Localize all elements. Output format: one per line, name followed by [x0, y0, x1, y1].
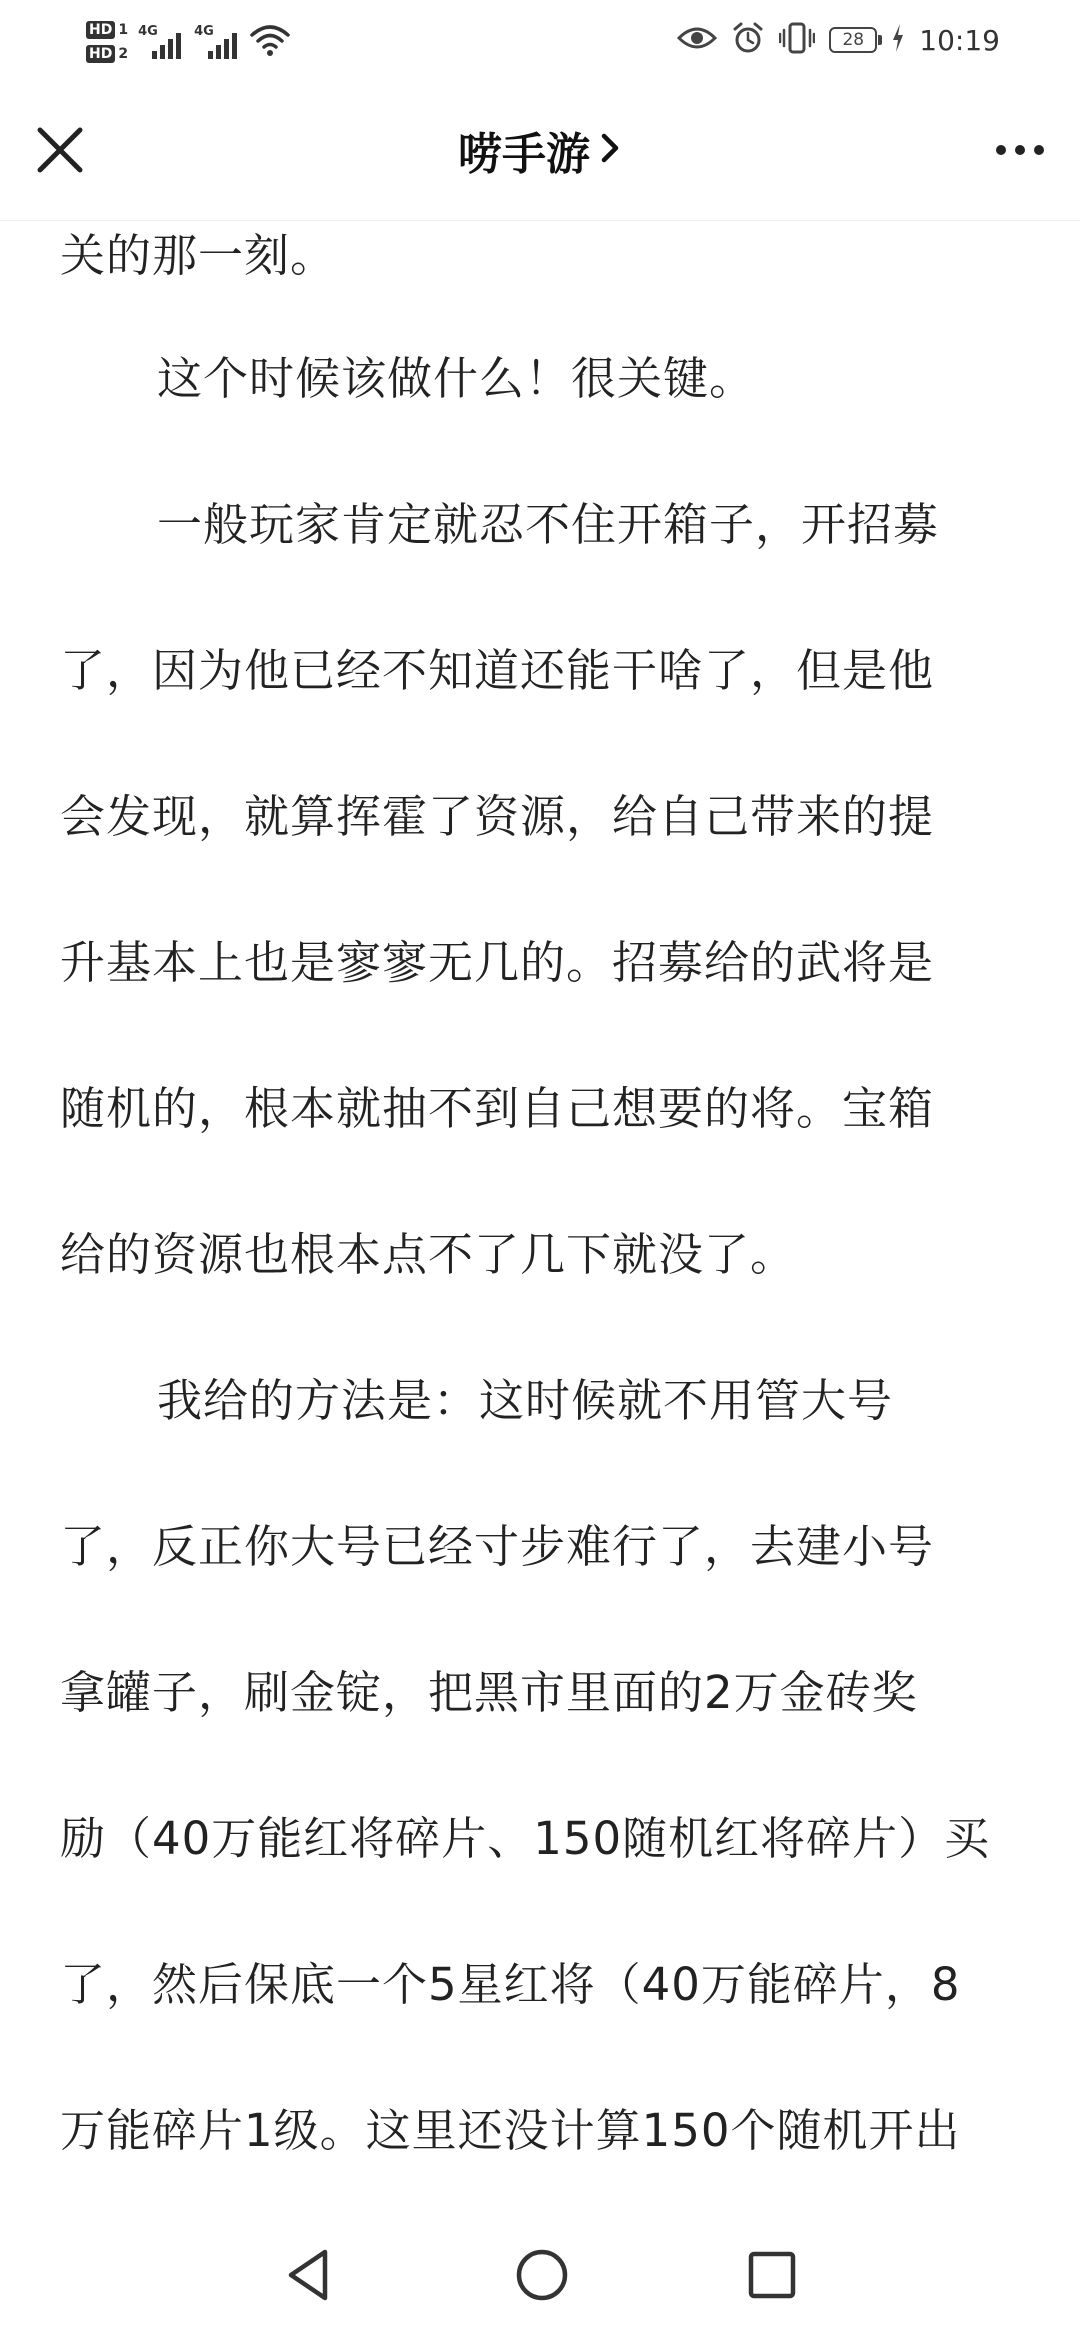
article-line: 励（40万能红将碎片、150随机红将碎片）买 [60, 1812, 991, 1865]
system-nav-bar [0, 2210, 1080, 2340]
more-dot-icon [1015, 145, 1025, 155]
article-line: 会发现，就算挥霍了资源，给自己带来的提 [60, 790, 935, 843]
sim2-badge [86, 45, 128, 63]
network-type-1: 4G [138, 24, 158, 39]
network-type-2: 4G [194, 24, 214, 39]
article-line: 给的资源也根本点不了几下就没了。 [60, 1228, 797, 1281]
more-dot-icon [996, 145, 1006, 155]
article-line: 我给的方法是：这时候就不用管大号 [157, 1374, 894, 1427]
sim-indicators [86, 21, 128, 63]
sim1-hd-label: HD [86, 21, 115, 39]
status-bar-right [677, 14, 1000, 66]
wifi-icon [250, 23, 290, 61]
battery-level: 28 [842, 30, 865, 50]
back-button[interactable] [275, 2240, 345, 2310]
article-line: 一般玩家肯定就忍不住开箱子，开招募 [157, 498, 940, 551]
sim1-badge [86, 21, 128, 39]
recents-button[interactable] [737, 2240, 807, 2310]
charging-icon [891, 23, 905, 57]
back-triangle-icon [275, 2240, 345, 2310]
article-body[interactable] [60, 222, 1020, 2192]
recents-square-icon [737, 2240, 807, 2310]
home-circle-icon [507, 2240, 577, 2310]
alarm-icon [731, 21, 765, 59]
article-line: 升基本上也是寥寥无几的。招募给的武将是 [60, 936, 935, 989]
signal-strength-icon-1 [138, 25, 184, 59]
sim2-number: 2 [118, 46, 129, 62]
sim2-hd-label: HD [86, 45, 115, 63]
article-line: 万能碎片1级。这里还没计算150个随机开出 [60, 2104, 961, 2157]
status-bar [0, 0, 1080, 80]
status-time: 10:19 [919, 23, 1000, 57]
sim1-number: 1 [118, 22, 129, 38]
battery-icon [829, 27, 877, 53]
status-bar-left [86, 12, 290, 72]
article-line: 随机的，根本就抽不到自己想要的将。宝箱 [60, 1082, 935, 1135]
page-title: 唠手游 [458, 129, 590, 180]
article-line: 这个时候该做什么！很关键。 [157, 352, 756, 405]
article-line: 了，反正你大号已经寸步难行了，去建小号 [60, 1520, 935, 1573]
chevron-right-icon [598, 128, 622, 172]
more-dot-icon [1034, 145, 1044, 155]
vibrate-icon [779, 22, 815, 58]
signal-strength-icon-2 [194, 25, 240, 59]
title-bar [0, 80, 1080, 221]
more-button[interactable] [990, 120, 1050, 180]
article-line: 了，因为他已经不知道还能干啥了，但是他 [60, 644, 935, 697]
account-title[interactable] [0, 80, 1080, 220]
article-line: 关的那一刻。 [60, 229, 337, 282]
home-button[interactable] [507, 2240, 577, 2310]
eye-icon [677, 24, 717, 56]
article-line: 了，然后保底一个5星红将（40万能碎片，8 [60, 1958, 961, 2011]
article-line: 拿罐子，刷金锭，把黑市里面的2万金砖奖 [60, 1666, 918, 1719]
